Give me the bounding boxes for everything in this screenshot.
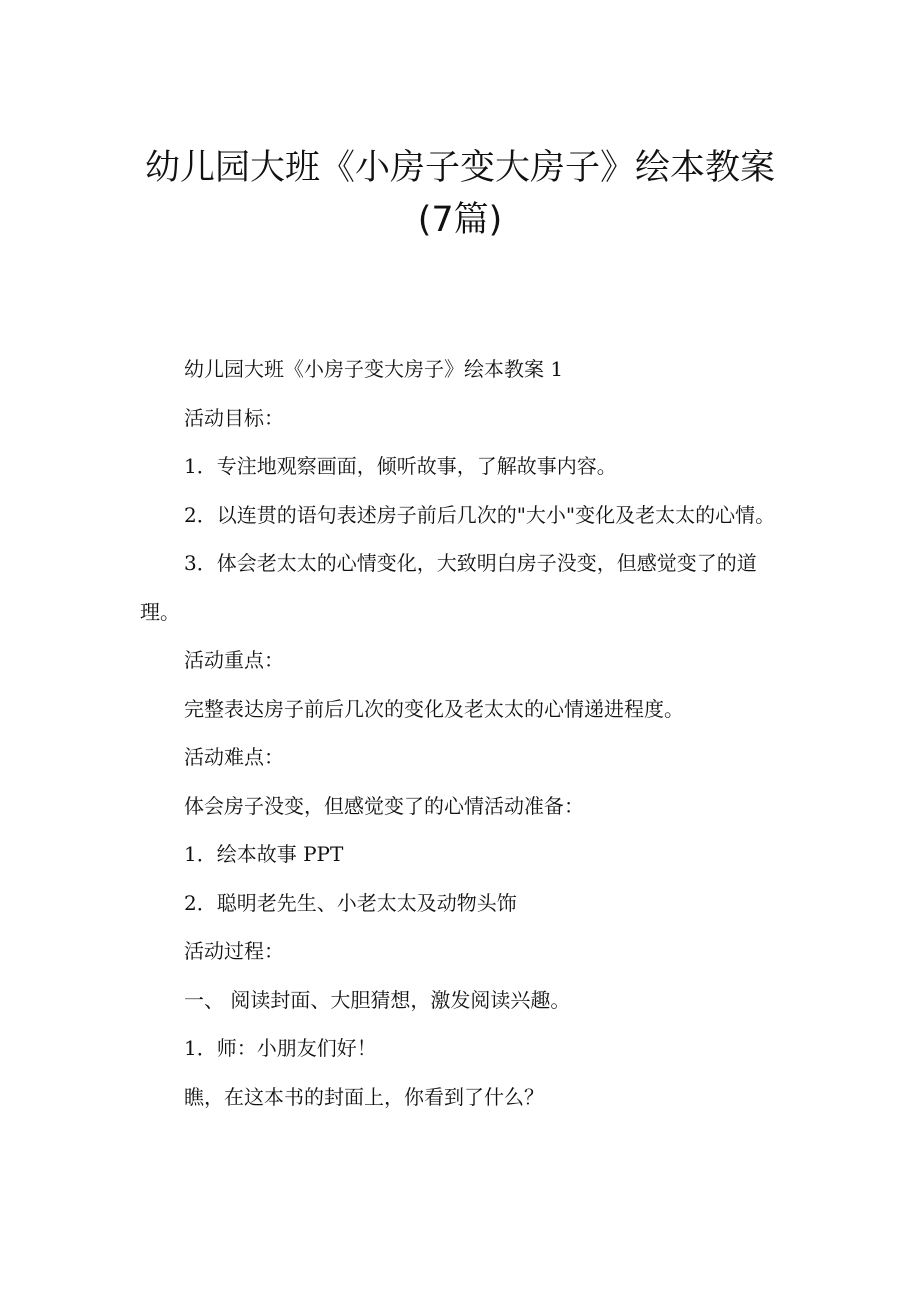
paragraph-step-1: 一、 阅读封面、大胆猜想，激发阅读兴趣。: [184, 987, 571, 1012]
paragraph-step-1-1: 1．师：小朋友们好！: [184, 1036, 377, 1060]
paragraph-heading-1: 幼儿园大班《小房子变大房子》绘本教案 1: [184, 357, 564, 381]
paragraph-objective-2: 2．以连贯的语句表述房子前后几次的"大小"变化及老太太的心情。: [184, 502, 776, 527]
document-title: [0, 142, 920, 246]
title-line-2: (7篇): [417, 200, 503, 240]
paragraph-objectives-label: 活动目标：: [184, 405, 284, 430]
paragraph-difficulty-label: 活动难点：: [184, 745, 284, 769]
paragraph-objective-3: 3．体会老太太的心情变化，大致明白房子没变，但感觉变了的道理。: [140, 551, 757, 624]
paragraph-difficulty: 体会房子没变，但感觉变了的心情活动准备：: [184, 793, 584, 818]
paragraph-key-point-label: 活动重点：: [184, 648, 284, 672]
paragraph-prep-2: 2．聪明老先生、小老太太及动物头饰: [184, 890, 517, 915]
paragraph-prep-1: 1．绘本故事 PPT: [184, 842, 344, 866]
title-line-1: 幼儿园大班《小房子变大房子》绘本教案: [144, 148, 775, 188]
paragraph-objective-1: 1．专注地观察画面，倾听故事，了解故事内容。: [184, 454, 617, 478]
paragraph-process-label: 活动过程：: [184, 939, 284, 963]
paragraph-key-point: 完整表达房子前后几次的变化及老太太的心情递进程度。: [184, 696, 684, 721]
document-body: [140, 345, 785, 1121]
paragraph-question: 瞧，在这本书的封面上，你看到了什么？: [184, 1084, 544, 1109]
